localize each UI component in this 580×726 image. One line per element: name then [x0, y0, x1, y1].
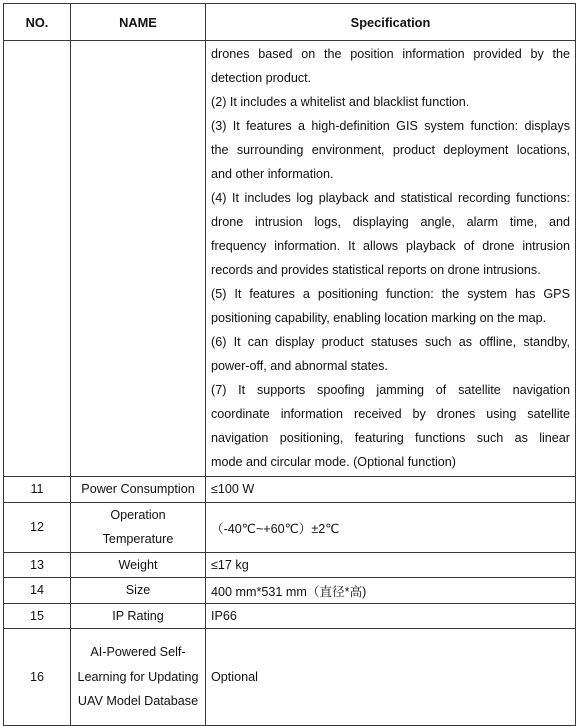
- spec-line: navigation positioning, featuring functions such as linear: [211, 431, 570, 445]
- spec-line: (7) It supports spoofing jamming of satellite navigation: [211, 383, 570, 397]
- spec-line: frequency information. It allows playback of drone intrusion: [211, 239, 570, 253]
- spec-paragraph-1: [211, 42, 570, 90]
- spec-paragraph-2: [211, 90, 570, 114]
- row-number: 13: [4, 552, 71, 578]
- spec-line: (2) It includes a whitelist and blacklist function.: [211, 95, 470, 109]
- continued-spec-cell: [206, 41, 576, 477]
- row-spec: IP66: [206, 603, 576, 629]
- row-name: Size: [71, 578, 206, 604]
- spec-line: detection product.: [211, 71, 312, 85]
- spec-line: (6) It can display product statuses such as offline, standby,: [211, 335, 570, 349]
- header-specification: Specification: [206, 4, 576, 41]
- row-name: IP Rating: [71, 603, 206, 629]
- row-number: 11: [4, 477, 71, 503]
- continued-name-cell: [71, 41, 206, 477]
- row-number: 15: [4, 603, 71, 629]
- spec-line: coordinate information received by drones using satellite: [211, 407, 570, 421]
- spec-paragraph-5: [211, 282, 570, 330]
- spec-line: positioning capability, enabling location marking on the map.: [211, 311, 547, 325]
- header-name: NAME: [71, 4, 206, 41]
- row-name: Operation Temperature: [71, 502, 206, 552]
- spec-line: the surrounding environment, product deployment locations,: [211, 143, 570, 157]
- table-row-12: [4, 502, 576, 552]
- spec-paragraph-7: [211, 378, 570, 474]
- spec-table: [3, 3, 576, 726]
- table-row-14: [4, 578, 576, 604]
- spec-line: drone intrusion logs, displaying angle, alarm time, and: [211, 215, 570, 229]
- row-name: AI-Powered Self-Learning for Updating UAV Model Database: [71, 629, 206, 726]
- spec-paragraph-4: [211, 186, 570, 282]
- table-row-13: [4, 552, 576, 578]
- row-spec: Optional: [206, 629, 576, 726]
- row-spec: （-40℃~+60℃）±2℃: [206, 502, 576, 552]
- spec-paragraph-6: [211, 330, 570, 378]
- row-number: 12: [4, 502, 71, 552]
- spec-line: and other information.: [211, 167, 334, 181]
- spec-line: records and provides statistical reports on drone intrusions.: [211, 263, 541, 277]
- table-row-11: [4, 477, 576, 503]
- row-spec: ≤17 kg: [206, 552, 576, 578]
- spec-line: (5) It features a positioning function: the system has GPS: [211, 287, 570, 301]
- row-name: Weight: [71, 552, 206, 578]
- row-number: 14: [4, 578, 71, 604]
- spec-table-container: [3, 3, 576, 726]
- spec-line: drones based on the position information provided by the: [211, 47, 570, 61]
- header-row: [4, 4, 576, 41]
- continued-no-cell: [4, 41, 71, 477]
- row-number: 16: [4, 629, 71, 726]
- row-spec: ≤100 W: [206, 477, 576, 503]
- spec-line: power-off, and abnormal states.: [211, 359, 388, 373]
- spec-line: (3) It features a high-definition GIS system function: displays: [211, 119, 570, 133]
- row-name: Power Consumption: [71, 477, 206, 503]
- spec-paragraph-3: [211, 114, 570, 186]
- table-row-16: [4, 629, 576, 726]
- row-spec: 400 mm*531 mm（直径*高): [206, 578, 576, 604]
- spec-line: mode and circular mode. (Optional function): [211, 455, 457, 469]
- table-row-15: [4, 603, 576, 629]
- spec-line: (4) It includes log playback and statistical recording functions:: [211, 191, 570, 205]
- header-no: NO.: [4, 4, 71, 41]
- continued-row: [4, 41, 576, 477]
